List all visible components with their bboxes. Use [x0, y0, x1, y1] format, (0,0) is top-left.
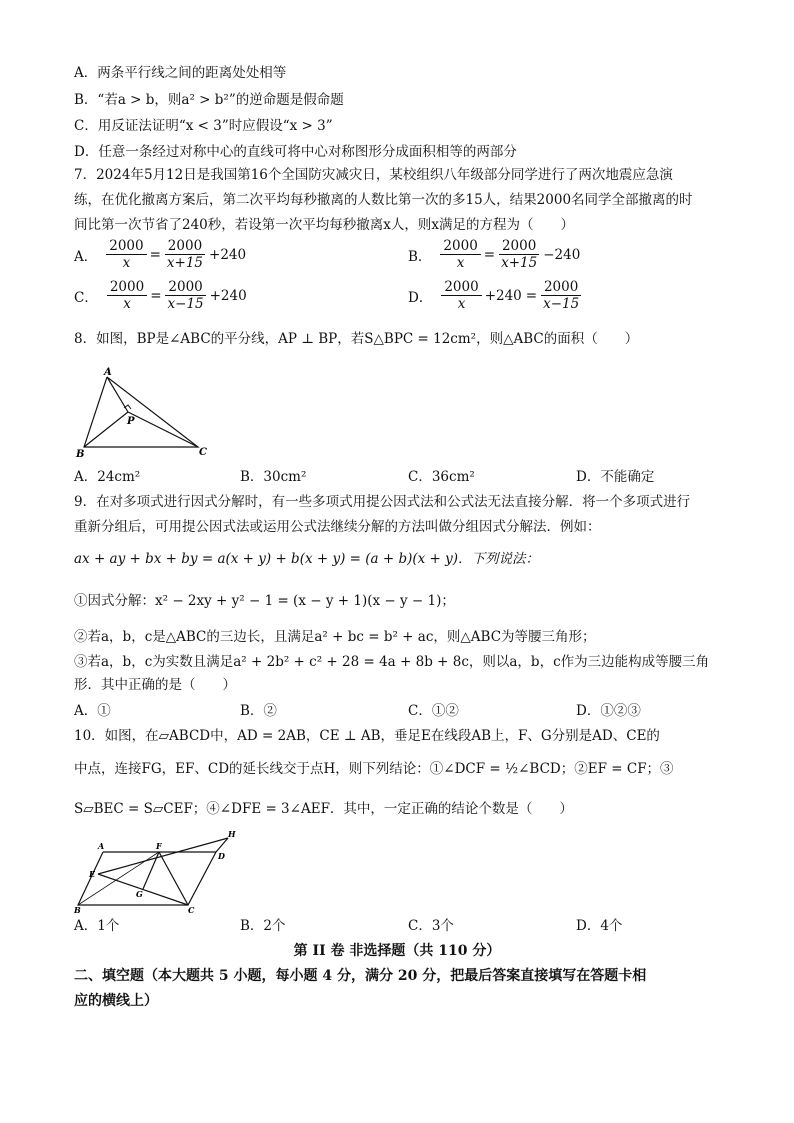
label-b: B	[74, 905, 81, 913]
q10-option-c: C．3个	[408, 918, 454, 934]
fraction: $\frac{2000}{x}$	[440, 238, 480, 271]
q7-option-c-label: C．	[74, 289, 98, 306]
q7-text-line2: 练，在优化撤离方案后，第二次平均每秒撤离的人数比第一次的多15人，结果2000名同学全部撤离的时	[74, 192, 693, 208]
q10-text-line2: 中点，连接FG，EF、CD的延长线交于点H，则下列结论：①∠DCF = ½∠BCD；②EF = CF；③	[74, 761, 674, 777]
fraction: $\frac{2000}{x}$	[441, 279, 481, 312]
q7-option-a: A． $\frac{2000}{x}$ = $\frac{2000}{x+15}$ +240	[74, 238, 247, 271]
q9-option-c: C．①②	[408, 703, 459, 719]
q10-option-b: B．2个	[240, 918, 286, 934]
section-title: 第 II 卷 非选择题（共 110 分）	[293, 943, 501, 959]
fraction: $\frac{2000}{x+15}$	[164, 238, 206, 271]
triangle-abc	[84, 377, 198, 447]
q7-text-line1: 7．2024年5月12日是我国第16个全国防灾减灾日，某校组织八年级部分同学进行了两次地震应急演	[74, 167, 673, 183]
label-a: A	[104, 367, 112, 378]
q7-option-a-label: A．	[74, 248, 98, 265]
q8-option-d: D．不能确定	[576, 469, 655, 485]
q8-option-b: B．30cm²	[240, 469, 307, 485]
right-angle-mark	[124, 405, 131, 409]
label-c: C	[188, 905, 195, 913]
q9-statement-3: ③若a，b，c为实数且满足a² + 2b² + c² + 28 = 4a + 8b + 8c，则以a，b，c作为三边能构成等腰三角	[74, 654, 710, 670]
q6-option-a: A．两条平行线之间的距离处处相等	[74, 65, 287, 81]
segment-eh	[98, 838, 228, 874]
label-a: A	[98, 841, 105, 851]
q7-option-b: B． $\frac{2000}{x}$ = $\frac{2000}{x+15}$ −240	[408, 238, 581, 271]
fraction: $\frac{2000}{x}$	[107, 279, 147, 312]
q10-option-d: D．4个	[576, 918, 623, 934]
q6-option-b: B．“若a > b，则a² > b²”的逆命题是假命题	[74, 92, 344, 108]
q9-text-line1: 9．在对多项式进行因式分解时，有一些多项式用提公因式法和公式法无法直接分解．将一个多项式进行	[74, 494, 691, 510]
q7-option-d-label: D．	[408, 289, 433, 306]
q8-option-c: C．36cm²	[408, 469, 475, 485]
label-e: E	[89, 869, 96, 879]
q9-text-line3: ax + ay + bx + by = a(x + y) + b(x + y) = (a + b)(x + y)．下列说法：	[74, 551, 540, 567]
q10-text-line1: 10．如图，在▱ABCD中，AD = 2AB，CE ⊥ AB，垂足E在线段AB上，F、G分别是AD、CE的	[74, 728, 660, 744]
q8-text-line1: 8．如图，BP是∠ABC的平分线，AP ⊥ BP，若S△BPC = 12cm²，则△ABC的面积（ ）	[74, 331, 639, 347]
label-d: D	[218, 851, 225, 861]
segment-pc	[128, 412, 198, 447]
q6-option-d: D．任意一条经过对称中心的直线可将中心对称图形分成面积相等的两部分	[74, 144, 517, 160]
q7-option-b-label: B．	[408, 248, 432, 265]
q9-statement-1: ①因式分解：x² − 2xy + y² − 1 = (x − y + 1)(x − y − 1)；	[74, 593, 455, 609]
q8-figure	[70, 365, 210, 460]
q9-option-a: A．①	[74, 703, 111, 719]
label-f: F	[156, 841, 162, 851]
segment-ec	[98, 874, 188, 905]
label-c: C	[199, 447, 207, 458]
q10-figure	[70, 828, 240, 913]
part2-heading-line1: 二、填空题（本大题共 5 小题，每小题 4 分，满分 20 分，把最后答案直接填写在答题卡相	[74, 968, 647, 984]
q7-option-c: C． $\frac{2000}{x}$ = $\frac{2000}{x-15}$ +240	[74, 279, 247, 312]
q7-option-d: D． $\frac{2000}{x}$ +240 = $\frac{2000}{x-15}$	[408, 279, 585, 312]
q8-option-a: A．24cm²	[74, 469, 141, 485]
label-p: P	[127, 416, 135, 427]
part2-heading-line2: 应的横线上）	[74, 993, 158, 1009]
fraction: $\frac{2000}{x-15}$	[540, 279, 582, 312]
q9-text-line2: 重新分组后，可用提公因式法或运用公式法继续分解的方法叫做分组因式分解法．例如：	[74, 519, 601, 535]
q9-text-line7: 形．其中正确的是（ ）	[74, 677, 236, 693]
q9-statement-2: ②若a，b，c是△ABC的三边长，且满足a² + bc = b² + ac，则△ABC为等腰三角形；	[74, 629, 596, 645]
fraction: $\frac{2000}{x+15}$	[498, 238, 540, 271]
fraction: $\frac{2000}{x}$	[106, 238, 146, 271]
label-h: H	[228, 829, 236, 839]
q9-option-b: B．②	[240, 703, 277, 719]
segment-bp	[84, 412, 128, 447]
label-b: B	[76, 449, 85, 460]
q10-option-a: A．1个	[74, 918, 120, 934]
q10-text-line3: S▱BEC = S▱CEF；④∠DFE = 3∠AEF．其中，一定正确的结论个数是（ ）	[74, 801, 573, 817]
q6-option-c: C．用反证法证明“x < 3”时应假设“x > 3”	[74, 118, 333, 134]
fraction: $\frac{2000}{x-15}$	[165, 279, 207, 312]
q7-text-line3: 间比第一次节省了240秒，若设第一次平均每秒撤离x人，则x满足的方程为（ ）	[74, 217, 574, 233]
label-g: G	[136, 889, 143, 899]
q9-option-d: D．①②③	[576, 703, 641, 719]
